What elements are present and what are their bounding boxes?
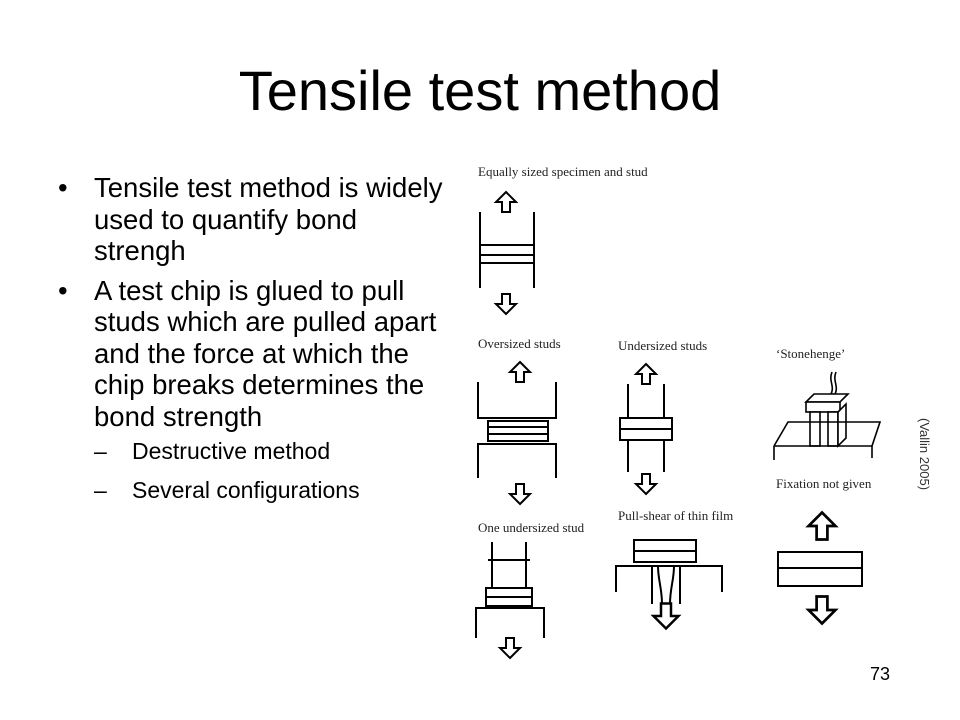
bullet-item [58, 275, 450, 505]
sub-bullet-marker: – [94, 438, 107, 464]
label-one-undersized: One undersized stud [478, 520, 585, 535]
config-fixation-not-given [776, 476, 872, 624]
config-equally-sized [478, 164, 648, 314]
pull-down-arrow-icon [654, 604, 679, 629]
page-number: 73 [870, 664, 891, 684]
pull-down-arrow-icon [500, 638, 520, 658]
label-oversized: Oversized studs [478, 336, 561, 351]
config-undersized-studs [618, 338, 707, 494]
label-equally-sized: Equally sized specimen and stud [478, 164, 648, 179]
sub-bullet-list [94, 438, 450, 504]
slide-title: Tensile test method [238, 59, 722, 122]
bullet-text: A test chip is glued to pull studs which are pulled apart and the force at which the chip breaks determines the bond strength [94, 274, 437, 432]
sub-bullet-marker: – [94, 477, 107, 503]
pull-down-arrow-icon [636, 474, 656, 494]
bullet-item [58, 172, 450, 267]
pull-up-arrow-icon [809, 513, 836, 540]
config-stonehenge [774, 346, 880, 460]
sub-bullet-text: Destructive method [132, 438, 331, 464]
image-credit: (Vallin 2005) [917, 418, 932, 491]
label-fixation: Fixation not given [776, 476, 872, 491]
config-one-undersized-stud [476, 520, 585, 658]
bullet-marker: • [58, 274, 68, 306]
label-undersized: Undersized studs [618, 338, 708, 353]
pull-down-arrow-icon [510, 484, 530, 504]
tensile-test-configurations-figure [470, 160, 940, 670]
config-oversized-studs [478, 336, 561, 504]
pull-up-arrow-icon [510, 362, 530, 382]
sub-bullet-item [94, 438, 450, 465]
pull-down-arrow-icon [496, 294, 516, 314]
bullet-marker: • [58, 172, 68, 203]
pull-down-arrow-icon [809, 597, 836, 624]
pull-up-arrow-icon [496, 192, 516, 212]
sub-bullet-item [94, 477, 450, 504]
bullet-list [58, 172, 450, 516]
pull-up-arrow-icon [636, 364, 656, 384]
bullet-text: Tensile test method is widely used to quantify bond strengh [94, 172, 443, 266]
configurations-diagram [470, 160, 940, 670]
sub-bullet-text: Several configurations [132, 477, 360, 503]
config-pull-shear-thin-film [616, 508, 733, 629]
label-stonehenge: ‘Stonehenge’ [776, 346, 846, 361]
label-pull-shear: Pull-shear of thin film [618, 508, 734, 523]
